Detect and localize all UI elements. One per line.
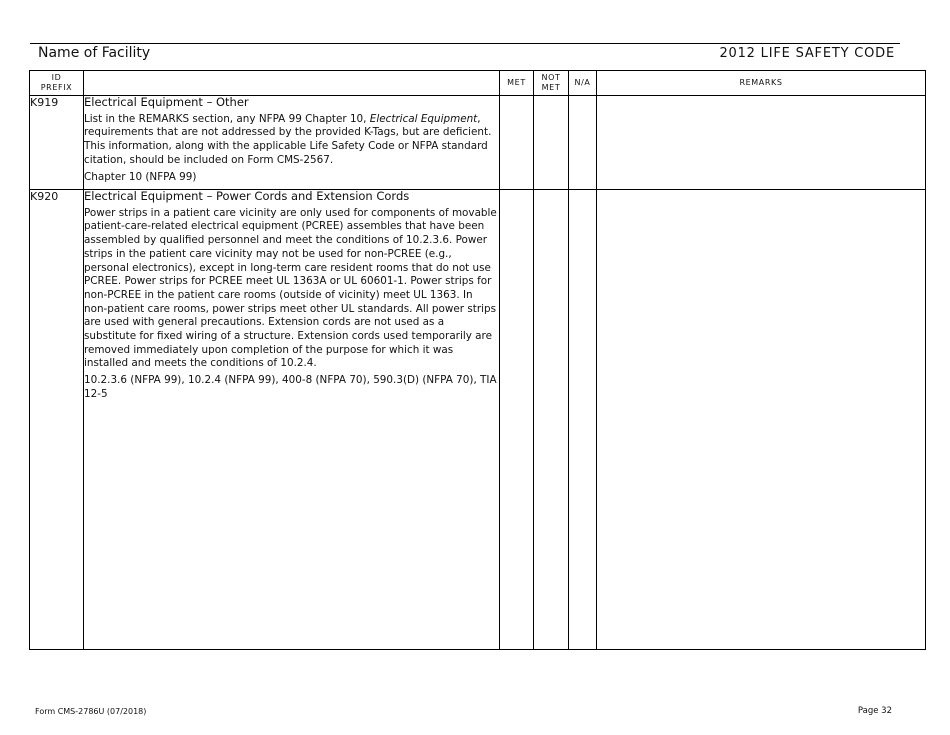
- item-body: Power strips in a patient care vicinity are only used for components of movable patient-care-related electrical equipment (PCREE) assembles that have been assembled by qualified personnel and meet the conditions of 10.2.3.6. Power strips in the patient care vicinity may not be used for non-PCREE (e.g., personal electronics), except in long-term care resident rooms that do not use PCREE. Power strips for PCREE meet UL 1363A or UL 60601-1. Power strips for non-PCREE in the patient care rooms (outside of vicinity) meet UL 1363. In non-patient care rooms, power strips meet other UL standards. All power strips are used with general precautions. Extension cords are not used as a substitute for fixed wiring of a structure. Extension cords used temporarily are removed immediately upon completion of the purpose for which it was installed and meets the conditions of 10.2.4.: [84, 206, 497, 370]
- table-row: [30, 190, 926, 650]
- item-reference: 10.2.3.6 (NFPA 99), 10.2.4 (NFPA 99), 400-8 (NFPA 70), 590.3(D) (NFPA 70), TIA 12-5: [84, 374, 497, 400]
- header-rule: [30, 43, 900, 44]
- description-header: [84, 71, 500, 96]
- na-header: N/A: [569, 71, 597, 96]
- not-met-header-line2: MET: [541, 83, 561, 92]
- id-header-line1: ID: [51, 73, 62, 82]
- not-met-cell[interactable]: [534, 190, 569, 650]
- not-met-header: [534, 71, 569, 96]
- na-cell[interactable]: [569, 96, 597, 190]
- page-number: Page 32: [857, 706, 892, 716]
- item-body-text: , requirements that are not addressed by the provided K-Tags, but are deficient. This information, along with the applicable Life Safety Code or NFPA standard citation, should be included on Form CMS-2567.: [84, 112, 492, 166]
- description-cell: [84, 190, 500, 650]
- item-body: [84, 113, 499, 168]
- facility-name-label: Name of Facility: [38, 45, 151, 61]
- deficiency-table: [29, 70, 926, 650]
- remarks-cell[interactable]: [597, 190, 926, 650]
- met-cell[interactable]: [500, 96, 534, 190]
- item-title: Electrical Equipment – Power Cords and Extension Cords: [84, 189, 410, 203]
- remarks-header: REMARKS: [597, 71, 926, 96]
- table-row: [30, 96, 926, 190]
- item-reference: Chapter 10 (NFPA 99): [84, 170, 197, 183]
- not-met-header-line1: NOT: [541, 73, 561, 82]
- description-cell: [84, 96, 500, 190]
- code-title: 2012 LIFE SAFETY CODE: [719, 46, 895, 61]
- met-header: MET: [500, 71, 534, 96]
- item-body-emphasis: Electrical Equipment: [369, 112, 478, 125]
- form-id: Form CMS-2786U (07/2018): [35, 707, 147, 716]
- met-cell[interactable]: [500, 190, 534, 650]
- not-met-cell[interactable]: [534, 96, 569, 190]
- id-prefix-header: [30, 71, 84, 96]
- id-header-line2: PREFIX: [40, 83, 73, 92]
- na-cell[interactable]: [569, 190, 597, 650]
- remarks-cell[interactable]: [597, 96, 926, 190]
- table-header-row: [30, 71, 926, 96]
- item-title: Electrical Equipment – Other: [84, 95, 249, 109]
- id-prefix-cell: K920: [30, 190, 84, 650]
- item-body-text: List in the REMARKS section, any NFPA 99 Chapter 10,: [84, 112, 370, 125]
- id-prefix-cell: K919: [30, 96, 84, 190]
